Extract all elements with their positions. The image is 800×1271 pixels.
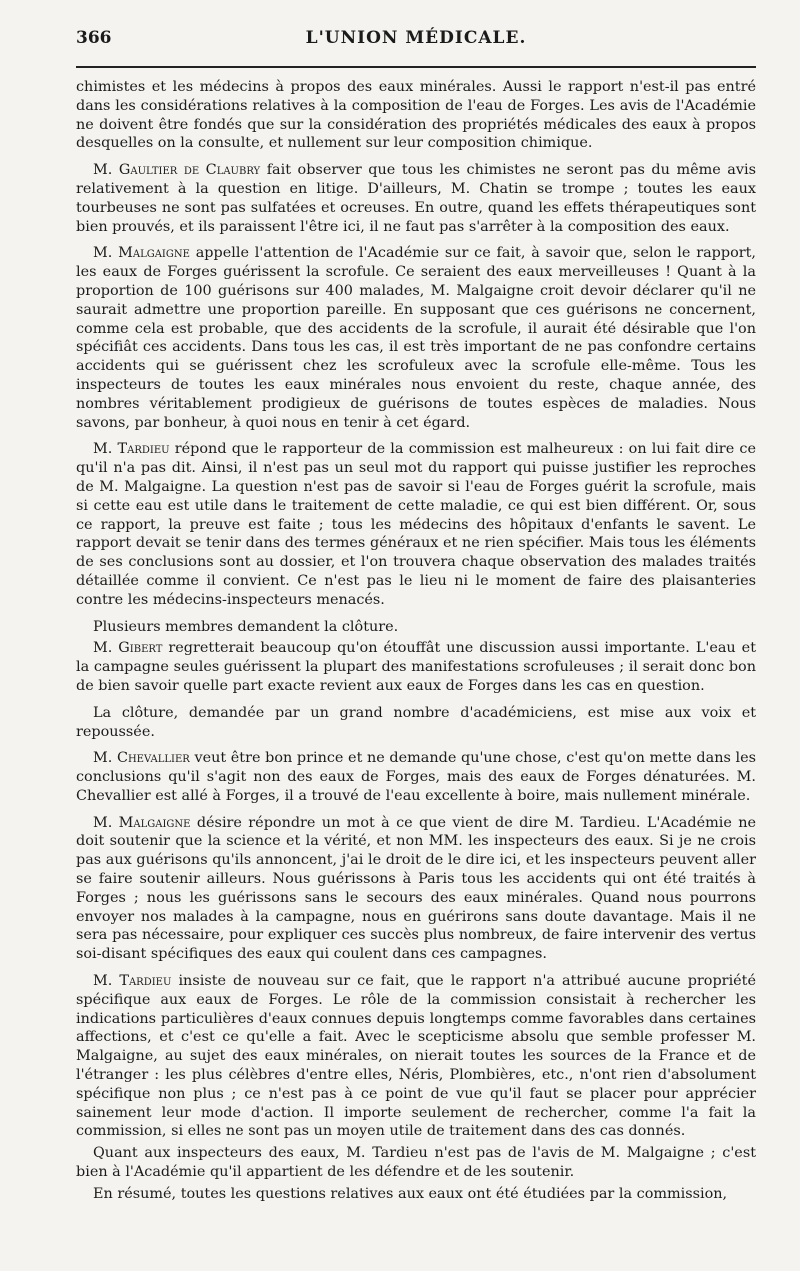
speaker-name: M. Malgaigne	[93, 814, 191, 831]
paragraph	[76, 749, 756, 805]
paragraph-text: chimistes et les médecins à propos des eaux minérales. Aussi le rapport n'est-il pas entré dans les considérations relatives à la composition de l'eau de Forges. Les avis de l'Académie ne doivent être fondés que sur la considération des propriétés médicales des eaux à propos desquelles on la consulte, et nullement sur leur composition chimique.	[76, 79, 756, 152]
speaker-name: M. Malgaigne	[93, 245, 190, 262]
paragraph-text: répond que le rapporteur de la commission est malheureux : on lui fait dire ce qu'il n'a pas dit. Ainsi, il n'est pas un seul mot du rapport qui puisse justifier les reproches de M. Malgaigne. La question n'est pas de savoir si l'eau de Forges guérit la scrofule, mais si cette eau est utile dans le traitement de cette maladie, ce qui est bien différent. Or, sous ce rapport, la preuve est faite ; tous les médecins des hôpitaux d'enfants le savent. Le rapport devait se tenir dans des termes généraux et ne rien spécifier. Mais tous les éléments de ses conclusions sont au dossier, et l'on trouvera chaque observation des malades traités détaillée comme il convient. Ce n'est pas le lieu ni le moment de faire des plaisanteries contre les médecins-inspecteurs menacés.	[76, 441, 756, 608]
speaker-name: M. Tardieu	[93, 441, 170, 458]
paragraph	[76, 1144, 756, 1182]
paragraph-text: appelle l'attention de l'Académie sur ce fait, à savoir que, selon le rapport, les eaux de Forges guérissent la scrofule. Ce seraient des eaux merveilleuses ! Quant à la proportion de 100 guérisons sur 400 malades, M. Malgaigne croit devoir déclarer qu'il ne saurait admettre une proportion pareille. En supposant que ces guérisons ne concernent, comme cela est probable, que des accidents de la scrofule, il aurait été désirable que l'on spécifiât ces accidents. Dans tous les cas, il est très important de ne pas confondre certains accidents qui se guérissent chez les scrofuleux avec la scrofule elle-même. Tous les inspecteurs de toutes les eaux minérales nous envoient du reste, chaque année, des nombres véritablement prodigieux de guérisons de toutes espèces de maladies. Nous savons, par bonheur, à quoi nous en tenir à cet égard.	[76, 245, 756, 431]
paragraph	[76, 618, 756, 637]
paragraph-text: La clôture, demandée par un grand nombre d'académiciens, est mise aux voix et repoussée.	[76, 704, 756, 740]
speaker-name: M. Chevallier	[93, 750, 190, 767]
running-head: L'UNION MÉDICALE.	[305, 28, 527, 48]
paragraph	[76, 78, 756, 153]
paragraph	[76, 972, 756, 1141]
paragraph-text: Quant aux inspecteurs des eaux, M. Tardieu n'est pas de l'avis de M. Malgaigne ; c'est bien à l'Académie qu'il appartient de les défendre et de les soutenir.	[76, 1145, 756, 1181]
paragraph	[76, 1185, 756, 1204]
paragraph	[76, 440, 756, 609]
page-header	[76, 28, 756, 58]
paragraph-text: fait observer que tous les chimistes ne seront pas du même avis relativement à la question en litige. D'ailleurs, M. Chatin se trompe ; toutes les eaux tourbeuses ne sont pas sulfatées et ocreuses. En outre, quand les effets thérapeutiques sont bien prouvés, et ils paraissent l'être ici, il ne faut pas s'arrêter à la composition des eaux.	[76, 162, 757, 235]
paragraph-text: regretterait beaucoup qu'on étouffât une discussion aussi importante. L'eau et la campagne seules guérissent la plupart des manifestations scrofuleuses ; il serait donc bon de bien savoir quelle part exacte revient aux eaux de Forges dans les cas en question.	[76, 640, 756, 694]
paragraph	[76, 639, 756, 695]
paragraph-text: insiste de nouveau sur ce fait, que le rapport n'a attribué aucune propriété spécifique aux eaux de Forges. Le rôle de la commission consistait à rechercher les indications particulières d'eaux connues depuis longtemps comme favorables dans certaines affections, et c'est ce qu'elle a fait. Avec le scepticisme absolu que semble professer M. Malgaigne, au sujet des eaux minérales, on nierait toutes les sources de la France et de l'étranger : les plus célèbres d'entre elles, Néris, Plombières, etc., n'ont rien d'absolument spécifique non plus ; ce n'est pas à ce point de vue qu'il faut se placer pour apprécier sainement leur mode d'action. Il importe seulement de rechercher, comme l'a fait la commission, si elles ne sont pas un moyen utile de traitement dans des cas donnés.	[76, 973, 756, 1140]
speaker-name: M. Tardieu	[93, 973, 172, 990]
header-rule	[76, 66, 756, 68]
paragraph-text: veut être bon prince et ne demande qu'une chose, c'est qu'on mette dans les conclusions qu'il s'agit non des eaux de Forges, mais des eaux de Forges dénaturées. M. Chevallier est allé à Forges, il a trouvé de l'eau excellente à boire, mais nullement minérale.	[76, 750, 756, 804]
paragraph	[76, 814, 756, 964]
page-number: 366	[76, 28, 112, 48]
paragraph-text: désire répondre un mot à ce que vient de dire M. Tardieu. L'Académie ne doit soutenir que la science et la vérité, et non MM. les inspecteurs des eaux. Si je ne crois pas aux guérisons qu'ils annoncent, j'ai le droit de le dire ici, et les inspecteurs peuvent aller se faire soutenir ailleurs. Nous guérissons à Paris tous les accidents qui ont été traités à Forges ; nous les guérissons sans le secours des eaux minérales. Quand nous pourrons envoyer nos malades à la campagne, nous en guérirons sans doute davantage. Mais il ne sera pas nécessaire, pour expliquer ces succès plus nombreux, de faire intervenir des vertus soi-disant spécifiques des eaux qui coulent dans ces campagnes.	[76, 814, 756, 963]
paragraph	[76, 161, 756, 236]
paragraph	[76, 704, 756, 742]
body-text	[76, 78, 756, 1204]
paragraph-text: En résumé, toutes les questions relatives aux eaux ont été étudiées par la commission,	[93, 1185, 728, 1202]
speaker-name: M. Gibert	[93, 640, 163, 657]
paragraph	[76, 244, 756, 432]
speaker-name: M. Gaultier de Claubry	[93, 162, 261, 179]
paragraph-text: Plusieurs membres demandent la clôture.	[93, 618, 399, 635]
